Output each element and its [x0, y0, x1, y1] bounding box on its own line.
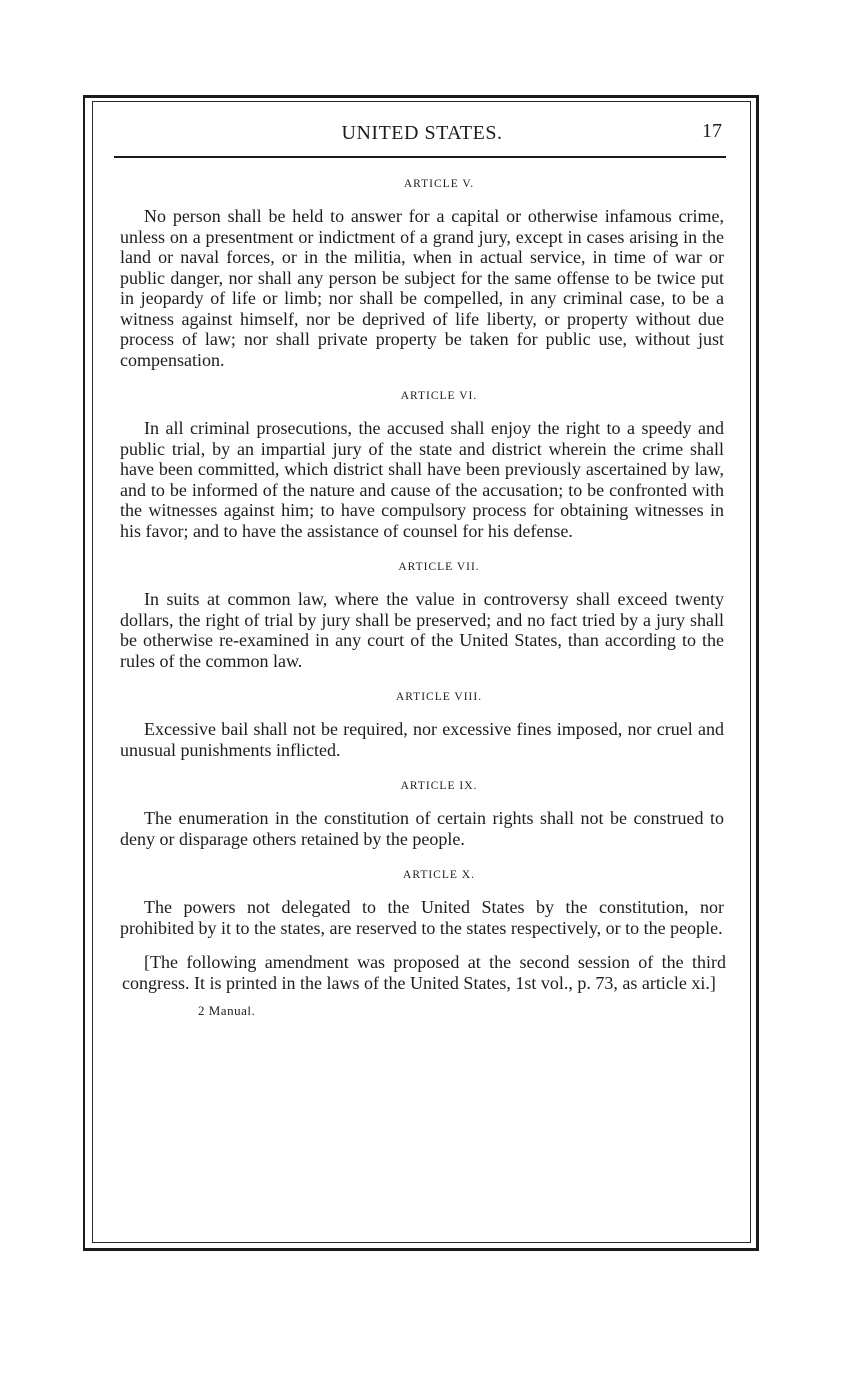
- article-text: The powers not delegated to the United States by the constitution, nor prohibited by it to the states, are reserved to the states respectively, or to the people.: [120, 897, 724, 938]
- editorial-note: [The following amendment was proposed at the second session of the third congress. It is printed in the laws of the United States, 1st vol., p. 73, as article xi.]: [122, 952, 726, 993]
- article-v: [112, 178, 732, 370]
- article-text: In suits at common law, where the value in controversy shall exceed twenty dollars, the right of trial by jury shall be preserved; and no fact tried by a jury shall be otherwise re-examined in any court of the United States, than according to the rules of the common law.: [120, 589, 724, 671]
- article-heading: ARTICLE VII.: [398, 561, 480, 573]
- article-x: [112, 869, 732, 938]
- signature-mark: 2 Manual.: [198, 1003, 256, 1018]
- article-vii: [112, 561, 732, 671]
- article-heading: ARTICLE V.: [403, 178, 475, 190]
- running-head: [112, 118, 732, 150]
- article-text: The enumeration in the constitution of certain rights shall not be construed to deny or disparage others retained by the people.: [120, 808, 724, 849]
- article-text: In all criminal prosecutions, the accused shall enjoy the right to a speedy and public trial, by an impartial jury of the state and district wherein the crime shall have been committed, which district shall have been previously ascertained by law, and to be informed of the nature and cause of the accusation; to be confronted with the witnesses against him; to have compulsory process for obtaining witnesses in his favor; and to have the assistance of counsel for his defense.: [120, 418, 724, 541]
- article-vi: [112, 390, 732, 541]
- article-ix: [112, 780, 732, 849]
- article-heading: ARTICLE X.: [403, 869, 475, 881]
- article-viii: [112, 691, 732, 760]
- article-heading: ARTICLE VIII.: [395, 691, 483, 703]
- page-number: 17: [702, 120, 722, 142]
- article-text: Excessive bail shall not be required, nor excessive fines imposed, nor cruel and unusual punishments inflicted.: [120, 719, 724, 760]
- article-text: No person shall be held to answer for a capital or otherwise infamous crime, unless on a presentment or indictment of a grand jury, except in cases arising in the land or naval forces, or in the militia, when in actual service, in time of war or public danger, nor shall any person be subject for the same offense to be twice put in jeopardy of life or limb; nor shall be compelled, in any criminal case, to be a witness against himself, nor be deprived of life liberty, or property without due process of law; nor shall private property be taken for public use, without just compensation.: [120, 206, 724, 370]
- article-heading: ARTICLE VI.: [400, 390, 478, 402]
- article-heading: ARTICLE IX.: [400, 780, 478, 792]
- running-head-rule: [114, 156, 726, 158]
- running-head-title: UNITED STATES.: [341, 122, 503, 144]
- page-content: [112, 118, 732, 1019]
